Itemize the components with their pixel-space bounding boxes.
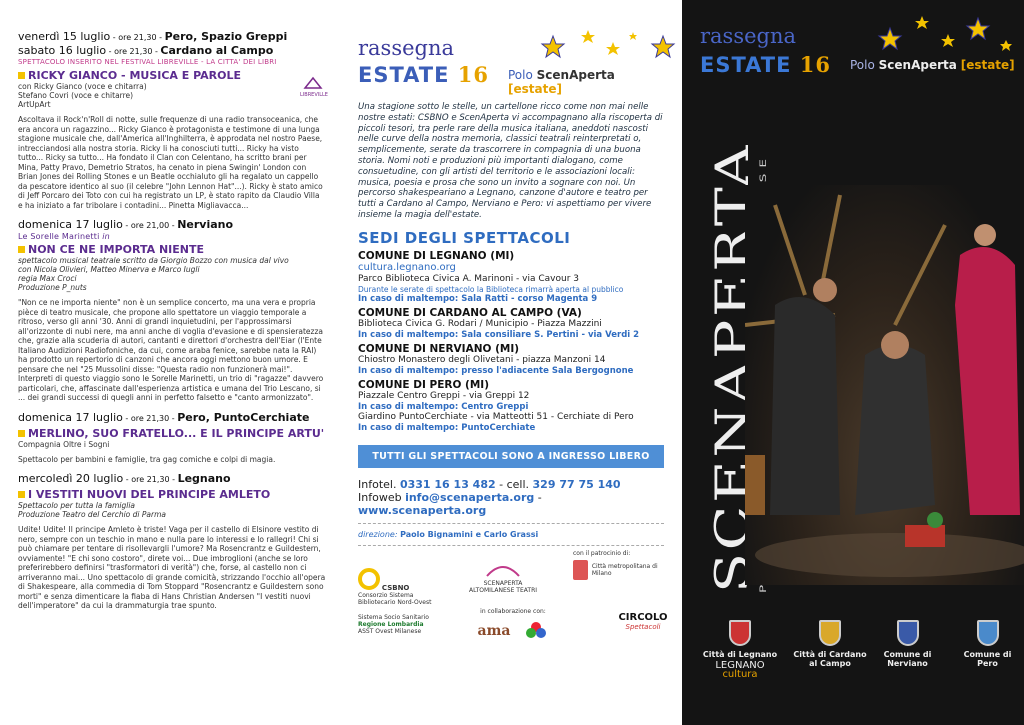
collab-block — [453, 608, 573, 643]
rassegna-header — [700, 0, 1020, 90]
venue-rain-location: In caso di maltempo: PuntoCerchiate — [358, 422, 536, 433]
csbno-mark-icon — [358, 568, 380, 590]
csbno-text: Consorzio Sistema Bibliotecario Nord-Ovest — [358, 591, 432, 606]
rassegna-label: rassegna — [700, 24, 797, 48]
bullet-square-icon — [18, 72, 25, 79]
infotel-label: Infotel. — [358, 477, 397, 491]
event-time: - ore 21,00 - — [122, 221, 178, 230]
bullet-square-icon — [18, 430, 25, 437]
actors-illustration — [745, 185, 1024, 585]
event-time: - ore 21,30 - — [106, 47, 161, 56]
event-credit: regia Max Croci — [18, 274, 77, 283]
scenaperta-mark-icon — [483, 558, 523, 578]
website-link[interactable]: www.scenaperta.org — [358, 503, 487, 517]
cell-label: - cell. — [495, 477, 533, 491]
scenaperta-label: ScenAperta — [536, 68, 615, 82]
venue-comune: COMUNE DI PERO (MI) — [358, 378, 489, 391]
event-credit: ArtUpArt — [18, 100, 51, 109]
csbno-name: CSBNO — [381, 583, 410, 592]
town-pero — [955, 620, 1020, 668]
event-date: sabato 16 luglio — [18, 44, 107, 57]
event-1 — [18, 30, 326, 210]
event-subtitle: SPETTACOLO INSERITO NEL FESTIVAL LIBREVILLE - LA CITTA' DEI LIBRI — [18, 58, 277, 66]
event-description: "Non ce ne importa niente" non è un semplice concerto, ma una vera e propria pièce di teatro musicale, che propone allo spettatore un viaggio temporale a ritroso, verso gli anni '30. Anni di grandi inquietudini, per l'approssimarsi all'orizzonte di nubi nere, ma anni anche di voglia d'evasione e di spensieratezza che, grazie alla scuderia di autori, cantanti e direttori d'orchestra dell'Eiar (l'Ente Italiano Audizioni Radiofoniche, da cui, come araba fenice, sarebbe nata la RAI) ha prodotto un repertorio di canzoni che ancora oggi mettono buon umore. E pensare che nel "25 Mussolini disse: "Questa radio non funzionerà mai!". Interpreti di questo viaggio sono le Sorelle Marinetti, un trio di "ragazze" davvero particolari, che, affascinate dall'esperienza artistica e umana del Trio Lescano, si ... dei grandi successi di quegli anni in perfetto falsetto e "canto armonizzato". — [18, 298, 324, 402]
csbno-logo — [358, 568, 438, 606]
regione-label: Regione Lombardia — [358, 620, 424, 628]
event-title: NON CE NE IMPORTA NIENTE — [28, 243, 205, 256]
sponsor-logos — [358, 549, 668, 660]
rassegna-label: rassegna — [358, 36, 455, 60]
estate-tag: [estate] — [960, 58, 1015, 72]
event-title: MERLINO, SUO FRATELLO... E IL PRINCIPE ARTU' — [28, 426, 325, 440]
legnano-label: LEGNANO — [715, 660, 765, 671]
contact-info: Infotel. 0331 16 13 482 - cell. 329 77 75 140 Infoweb info@scenaperta.org - www.scenaperta.org — [358, 477, 621, 517]
citta-metro-label: Città metropolitana di Milano — [591, 562, 658, 577]
event-place: Cardano al Campo — [160, 44, 274, 57]
event-credit: spettacolo musical teatrale scritto da Giorgio Bozzo con musica dal vivo — [18, 256, 289, 265]
phone-link[interactable]: 0331 16 13 482 — [399, 477, 496, 491]
direzione-names: Paolo Bignamini e Carlo Grassi — [400, 529, 539, 539]
event-date: domenica 17 luglio — [18, 410, 123, 424]
estate-label: ESTATE — [700, 53, 792, 77]
event-date: venerdì 15 luglio — [18, 30, 111, 43]
crest-icon — [819, 620, 841, 646]
event-credit: Compagnia Oltre i Sogni — [18, 439, 110, 449]
infoweb-label: Infoweb — [358, 490, 402, 504]
polo-label: Polo — [508, 68, 533, 82]
event-2 — [18, 218, 326, 403]
divider — [358, 523, 664, 524]
event-credit: con Ricky Gianco (voce e chitarra) — [18, 82, 147, 91]
event-credit: con Nicola Olivieri, Matteo Minerva e Marco Iugli — [18, 265, 200, 274]
venue-legnano — [358, 250, 664, 304]
stage-photo — [745, 185, 1024, 585]
town-name: Comune di Pero — [963, 650, 1012, 668]
venue-comune: COMUNE DI LEGNANO (MI) — [358, 249, 515, 262]
event-time: - ore 21,30 - — [122, 413, 178, 423]
town-name: Città di Legnano — [702, 650, 778, 659]
venue-rain-location: In caso di maltempo: Sala Ratti - corso Magenta 9 — [358, 293, 598, 304]
town-nerviano — [875, 620, 940, 668]
scenaperta-sub: ALTOMILANESE TEATRI — [468, 586, 538, 594]
circolo-sub: Spettacoli — [625, 622, 661, 631]
stars-icon — [870, 10, 1020, 60]
email-link[interactable]: info@scenaperta.org — [405, 490, 535, 504]
event-description: Udite! Udite! Il principe Amleto è triste! Vaga per il castello di Elsinore vestito di nero, sempre con un teschio in mano e nulla pare lo interessi e lo rallegri! Chi si può chiamare per tentare di risollevargli l'umore? Ma Rosencrantz e Guildestern, ovviamente! "E chi sono costoro", direte voi... Due imbroglioni (anche se loro preferirebbero definirsi "trasformatori di verità") che, forse, al castello non ci arriveranno mai... Uno spettacolo di grande comicità, strizzando l'occhio all'opera di Shakespeare, alla commedia di Tom Stoppard "Rosencrantz e Guildestern sono morti" e senza dimenticare la fiaba di Hans Christian Andersen "I vestiti nuovi dell'imperatore" da cui la drammaturgia trae spunto. — [18, 525, 326, 610]
event-performer-in: in — [99, 232, 110, 241]
sedi-title: SEDI DEGLI SPETTACOLI — [358, 228, 571, 247]
event-date: mercoledì 20 luglio — [18, 472, 124, 485]
sistema-sanitario-label: Sistema Socio Sanitario — [358, 613, 429, 621]
scenaperta-logo — [468, 558, 538, 594]
venue-comune: COMUNE DI CARDANO AL CAMPO (VA) — [358, 306, 582, 319]
event-title: RICKY GIANCO - MUSICA E PAROLE — [28, 69, 242, 82]
town-name: Città di Cardano al Campo — [793, 650, 867, 668]
libreville-logo — [300, 76, 326, 98]
regione-logo — [358, 614, 438, 635]
event-description: Spettacolo per bambini e famiglie, tra gag comiche e colpi di magia. — [18, 454, 276, 464]
venue-address: Chiostro Monastero degli Olivetani - piazza Manzoni 14 — [358, 354, 606, 365]
cell-link[interactable]: 329 77 75 140 — [532, 477, 621, 491]
scenaperta-label: ScenAperta — [878, 58, 957, 72]
direzione-label: direzione: — [358, 529, 401, 539]
metro-crest-icon — [573, 560, 588, 580]
venue-rain-location: In caso di maltempo: presso l'adiacente Sala Bergognone — [358, 365, 634, 376]
divider — [358, 545, 664, 546]
big-vertical-text: SCENAPERTA — [705, 239, 759, 593]
town-crests — [700, 620, 1024, 720]
patrocinio-block — [573, 550, 673, 580]
event-performer: Le Sorelle Marinetti — [18, 232, 100, 241]
patrocinio-label: con il patrocinio di: — [573, 549, 631, 557]
town-legnano — [700, 620, 780, 679]
venue-address: Biblioteca Civica G. Rodari / Municipio - Piazza Mazzini — [358, 318, 602, 329]
crest-icon — [729, 620, 751, 646]
event-place: Legnano — [177, 472, 231, 485]
event-place: Nerviano — [177, 218, 234, 231]
year-label: 16 — [799, 52, 832, 77]
center-panel — [340, 0, 682, 725]
rassegna-header — [358, 28, 664, 102]
event-place: Pero, PuntoCerchiate — [177, 410, 310, 424]
stars-icon — [533, 28, 682, 68]
venue-address: Piazzale Centro Greppi - via Greppi 12 — [358, 390, 530, 401]
event-3 — [18, 411, 326, 465]
flower-logo-icon — [524, 619, 548, 643]
town-cardano — [790, 620, 870, 668]
event-credit: Produzione P_nuts — [18, 283, 87, 292]
estate-tag: [estate] — [508, 82, 562, 96]
asst-label: ASST Ovest Milanese — [358, 627, 422, 635]
ama-logo: ama — [477, 622, 511, 639]
crest-icon — [977, 620, 999, 646]
free-entry-banner: TUTTI GLI SPETTACOLI SONO A INGRESSO LIBERO — [358, 445, 664, 468]
venue-comune: COMUNE DI NERVIANO (MI) — [358, 342, 520, 355]
event-title: I VESTITI NUOVI DEL PRINCIPE AMLETO — [28, 488, 271, 501]
event-credit: Spettacolo per tutta la famiglia — [18, 501, 135, 510]
venue-nerviano — [358, 343, 664, 376]
circolo-name: CIRCOLO — [618, 611, 668, 623]
town-name: Comune di Nerviano — [883, 650, 932, 668]
event-credit: Produzione Teatro del Cerchio di Parma — [18, 510, 166, 519]
bullet-square-icon — [18, 246, 25, 253]
event-time: - ore 21,30 - — [110, 33, 165, 42]
book-icon — [303, 76, 323, 90]
crest-icon — [897, 620, 919, 646]
venue-address: Parco Biblioteca Civica A. Marinoni - via Cavour 3 — [358, 273, 579, 284]
event-credit: Stefano Covri (voce e chitarre) — [18, 91, 134, 100]
left-panel — [0, 0, 340, 725]
estate-label: ESTATE — [358, 63, 450, 87]
libreville-label: LIBREVILLE — [300, 92, 328, 98]
event-date: domenica 17 luglio — [18, 218, 123, 231]
scenaperta-name: SCENAPERTA — [483, 579, 523, 587]
circolo-logo — [613, 612, 673, 631]
venue-pero — [358, 379, 664, 433]
polo-label: Polo — [850, 58, 875, 72]
collab-label: in collaborazione con: — [480, 607, 546, 615]
venue-cardano — [358, 307, 664, 340]
venue-rain-location: In caso di maltempo: Centro Greppi — [358, 401, 529, 412]
year-label: 16 — [457, 62, 490, 87]
venue-url[interactable]: cultura.legnano.org — [358, 261, 456, 273]
cultura-label: cultura — [722, 669, 758, 680]
event-4 — [18, 472, 326, 611]
event-place: Pero, Spazio Greppi — [164, 30, 288, 43]
venue-rain-location: In caso di maltempo: Sala consiliare S. Pertini - via Verdi 2 — [358, 329, 640, 340]
event-time: - ore 21,30 - — [123, 475, 178, 484]
event-description: Ascoltava il Rock'n'Roll di notte, sulle frequenze di una radio transoceanica, che era ancora un ragazzino... Ricky Gianco è protagonista e testimone di una lunga stagione musicale che, dall'America all'Inghilterra, è approdata nel nostro Paese, intrecciandosi alla nostra storia. Ricky li ha conosciuti tutti... Ricky ha visto tutto... Ricky sa tutto... Ha fondato il Clan con Celentano, ha scritto brani per Mina, Patty Pravo, Demetrio Stratos, ha cenato in piena Swingin' London con Brian Jones dei Rolling Stones e un Beatle occhialuto gli ha regalato un cappello da pescatore identico al suo (il celebre "John Lennon Hat"...). Ricky è stato amico di Jeff Porcaro dei Toto con cui ha registrato un LP, è stato rapito da Claudio Villa e ha iniziato a far tribolare i contadini... Pinetta Migliavacca... — [18, 115, 323, 210]
intro-text: Una stagione sotto le stelle, un cartellone ricco come non mai nelle nostre estati: CSBNO e ScenAperta vi accompagnano alla riscoperta di piccoli tesori, tra perle rare della musica italiana, aneddoti nascosti nelle curve della nostra memoria, classici teatrali reinterpretati o, semplicemente, serate da trascorrere in compagnia di una buona storia. Nomi noti e produzioni più importanti dialogano, come consuetudine, con gli artisti del territorio e le associazioni locali: musica, poesia e prosa che sono un invito a sognare con noi. Un percorso shakespeariano a Legnano, canzone d'autore e teatro per tutti a Cardano al Campo, Nerviano e Pero: vi aspettiamo per vivere insieme la magia dell'estate. — [358, 102, 663, 220]
venue-address: Giardino PuntoCerchiate - via Matteotti 51 - Cerchiate di Pero — [358, 411, 634, 422]
bullet-square-icon — [18, 491, 25, 498]
venue-note: Durante le serate di spettacolo la Biblioteca rimarrà aperta al pubblico — [358, 284, 624, 294]
